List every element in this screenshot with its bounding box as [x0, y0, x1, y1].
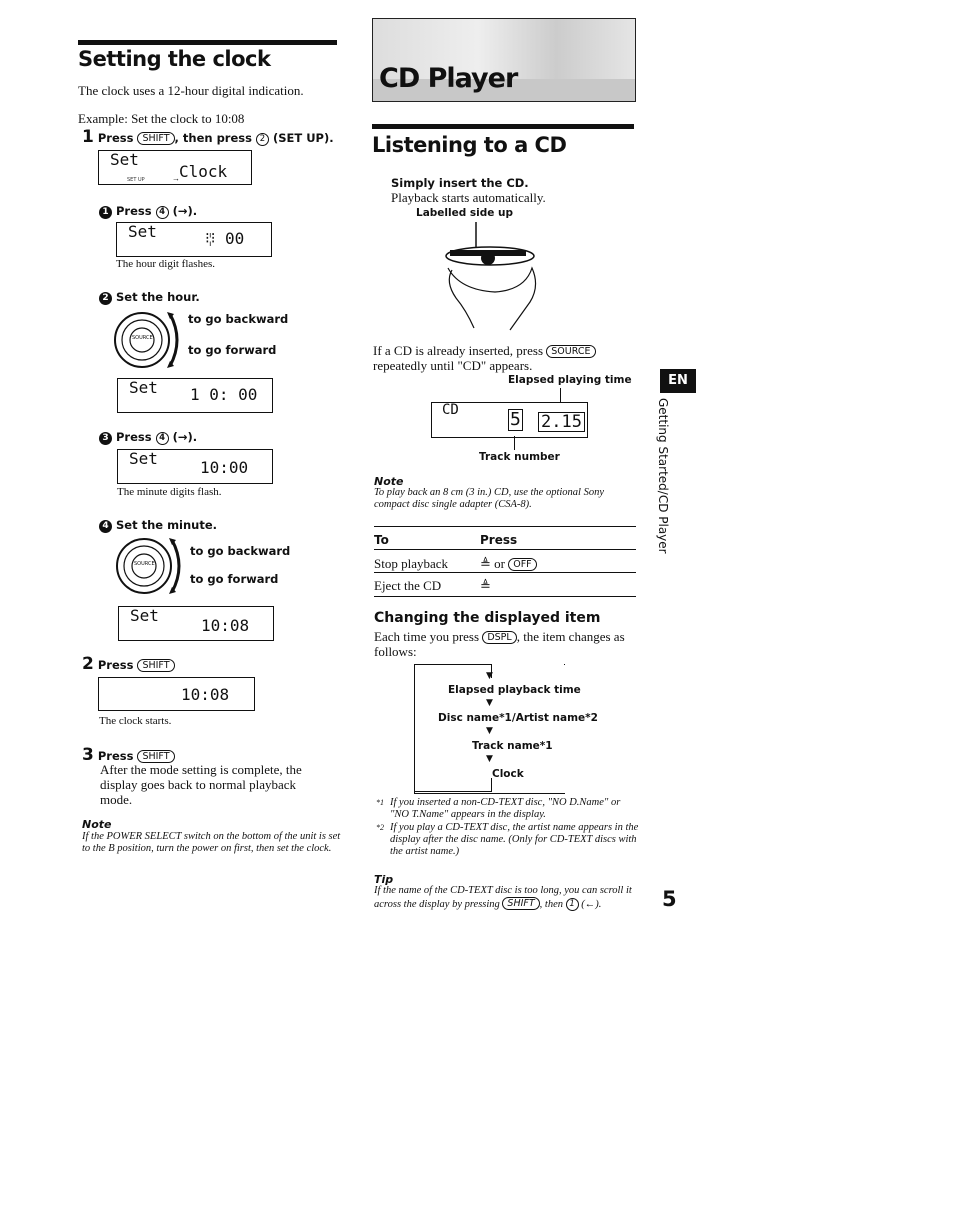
substep-1: 1 Press 4 (→). — [99, 204, 197, 219]
en-language-tab: EN — [660, 369, 696, 393]
row-stop-to: Stop playback — [374, 556, 449, 571]
already-inserted: If a CD is already inserted, press SOURCE repeatedly until "CD" appears. — [373, 343, 623, 373]
dial1-forward: to go forward — [188, 343, 277, 357]
source-dial-1: SOURCE — [112, 310, 187, 377]
section-title-listening: Listening to a CD — [372, 133, 567, 157]
hour-flash-note: The hour digit flashes. — [116, 258, 215, 270]
source-dial-2: SOURCE — [114, 536, 189, 603]
banner-title: CD Player — [379, 63, 518, 94]
dial2-backward: to go backward — [190, 544, 291, 558]
footnote-1: If you inserted a non-CD-TEXT disc, "NO D.Name" or "NO T.Name" appears in the display. — [390, 797, 621, 820]
clock-starts-note: The clock starts. — [99, 715, 172, 727]
shift-key: SHIFT — [137, 132, 174, 145]
changing-body: Each time you press DSPL , the item changes as follows: — [374, 629, 625, 659]
arrow-down-icon: ▼ — [486, 754, 493, 764]
simply-insert: Simply insert the CD. — [391, 176, 529, 190]
cycle-item-elapsed: Elapsed playback time — [448, 684, 581, 696]
table-header-to: To — [374, 533, 389, 547]
row-eject-to: Eject the CD — [374, 578, 442, 593]
lcd-hour-set: Set 1 0: 00 — [117, 378, 273, 413]
clock-intro: The clock uses a 12-hour digital indication. — [78, 83, 304, 98]
cycle-item-disc-artist: Disc name*1/Artist name*2 — [438, 712, 598, 724]
lcd-set-clock: Set Clock SET UP → — [98, 150, 252, 185]
arrow-down-icon: ▼ — [486, 726, 493, 736]
substep-4: 4 Set the minute. — [99, 518, 217, 533]
dial1-backward: to go backward — [188, 312, 289, 326]
track-number-display: 5 — [510, 409, 521, 430]
left-title-rule — [78, 40, 337, 45]
key-2: 2 — [256, 133, 269, 146]
row-eject-press: ≜ — [480, 578, 491, 593]
step3-body: After the mode setting is complete, the display goes back to normal playback mode. — [100, 762, 302, 807]
track-number-label: Track number — [479, 451, 560, 463]
left-note-heading: Note — [82, 818, 112, 831]
cd-insert-illustration — [440, 220, 550, 332]
elapsed-time-display: 2.15 — [538, 412, 585, 432]
flash-indicator-icon: ⁝¦⁝ — [205, 231, 215, 247]
substep-3: 3 Press 4 (→). — [99, 430, 197, 445]
track-pointer — [514, 436, 515, 450]
right-title-rule — [372, 124, 634, 129]
arrow-down-icon: ▼ — [486, 698, 493, 708]
step-1: 1 Press SHIFT , then press 2 (SET UP). — [82, 127, 334, 147]
substep-2: 2 Set the hour. — [99, 290, 200, 305]
labelled-side-up: Labelled side up — [416, 207, 514, 219]
cycle-item-clock: Clock — [492, 768, 524, 780]
page-number: 5 — [662, 887, 677, 911]
tip-text: If the name of the CD-TEXT disc is too long, you can scroll it across the display by pressing SHIFT , then 1 (←). — [374, 885, 632, 910]
lcd-cd-playback: CD 5 2.15 — [431, 402, 588, 438]
elapsed-time-label: Elapsed playing time — [508, 374, 632, 386]
dial2-forward: to go forward — [190, 572, 279, 586]
dspl-key: DSPL — [482, 631, 516, 644]
arrow-icon: → — [172, 174, 180, 183]
left-note-text: If the POWER SELECT switch on the bottom of the unit is set to the B position, turn the power on first, then set the clock. — [82, 831, 341, 854]
minute-flash-note: The minute digits flash. — [117, 486, 222, 498]
step-3: 3 Press SHIFT — [82, 745, 175, 765]
footnote-2: If you play a CD-TEXT disc, the artist name appears in the display after the disc name. (Only for CD-TEXT discs with the artist name.) — [390, 822, 639, 857]
lcd-minute-flash: Set 10:00 — [117, 449, 273, 484]
lcd-clock-running: 10:08 — [98, 677, 255, 711]
right-note-text: To play back an 8 cm (3 in.) CD, use the optional Sony compact disc single adapter (CSA-8). — [374, 487, 605, 510]
section-title-setting-clock: Setting the clock — [78, 47, 271, 71]
clock-example: Example: Set the clock to 10:08 — [78, 111, 245, 126]
playback-auto: Playback starts automatically. — [391, 190, 546, 205]
cd-player-banner — [372, 18, 636, 102]
table-header-press: Press — [480, 533, 518, 547]
step-2: 2 Press SHIFT — [82, 654, 175, 674]
cycle-item-track: Track name*1 — [472, 740, 553, 752]
changing-title: Changing the displayed item — [374, 610, 601, 626]
source-dial-icon — [114, 536, 189, 598]
source-dial-icon — [112, 310, 187, 372]
step-number: 1 — [82, 127, 94, 147]
lcd-minute-set: Set 10:08 — [118, 606, 274, 641]
source-key: SOURCE — [546, 345, 595, 358]
row-stop-press: ≜ or OFF — [480, 556, 537, 571]
lcd-hour-flash: Set ⁝¦⁝ 00 — [116, 222, 272, 257]
right-note-heading: Note — [374, 475, 404, 488]
side-section-label: Getting Started/CD Player — [656, 398, 670, 554]
tip-heading: Tip — [374, 873, 394, 886]
arrow-down-icon: ▼ — [486, 671, 493, 681]
off-key: OFF — [508, 558, 536, 571]
